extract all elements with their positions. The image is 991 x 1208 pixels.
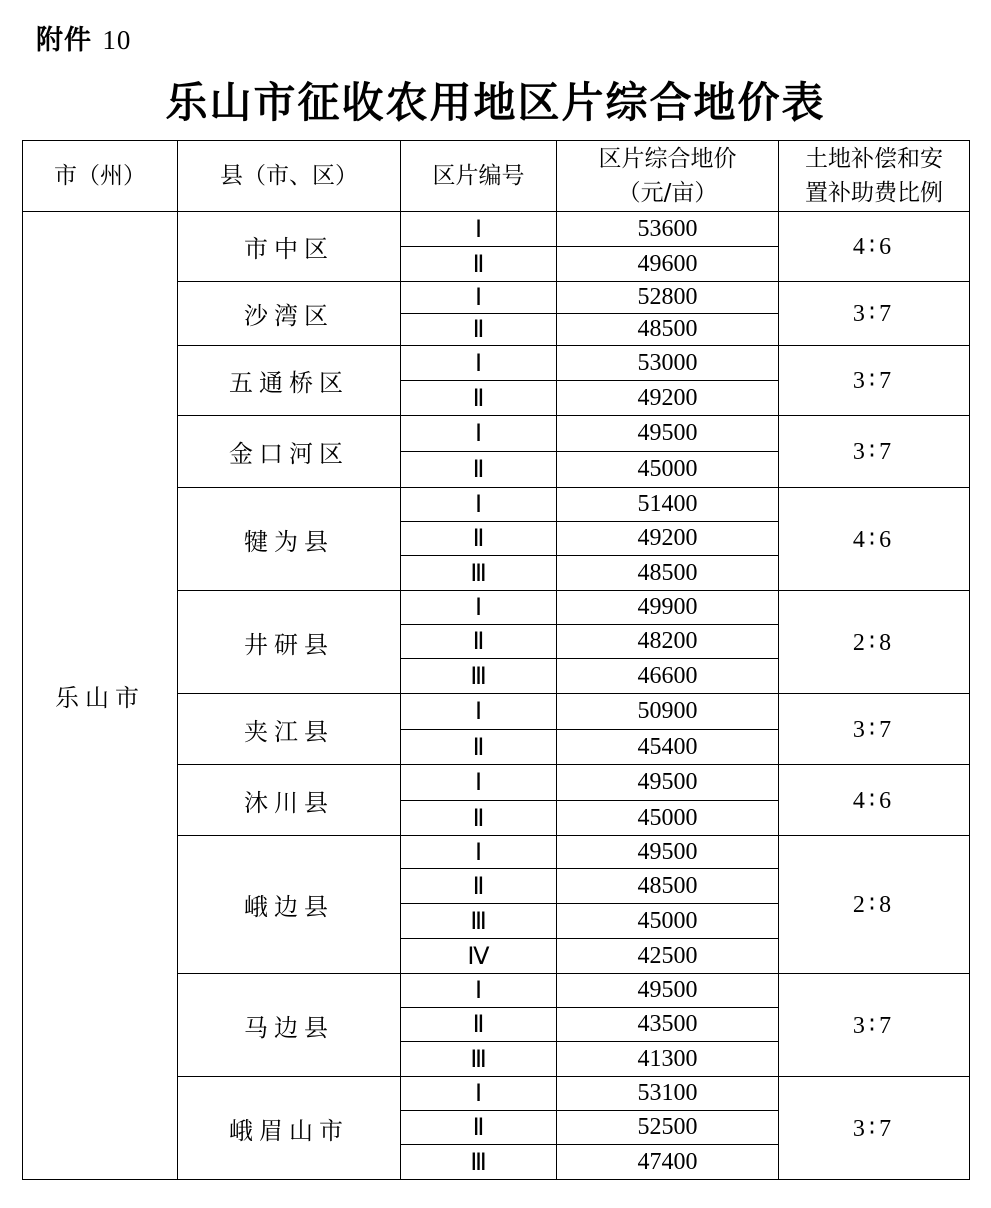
price-cell: 45000	[557, 904, 779, 939]
price-cell: 48500	[557, 314, 779, 346]
county-cell: 市中区	[178, 212, 401, 282]
zone-cell: Ⅰ	[401, 346, 557, 381]
zone-cell: Ⅱ	[401, 314, 557, 346]
county-cell: 峨眉山市	[178, 1077, 401, 1180]
header-ratio-line1: 土地补偿和安	[805, 146, 943, 172]
zone-cell: Ⅰ	[401, 488, 557, 522]
zone-cell: Ⅱ	[401, 801, 557, 836]
ratio-cell: 3∶7	[779, 346, 970, 416]
header-zone: 区片编号	[401, 141, 557, 212]
ratio-cell: 3∶7	[779, 974, 970, 1077]
zone-cell: Ⅰ	[401, 591, 557, 625]
ratio-cell: 3∶7	[779, 1077, 970, 1180]
price-cell: 46600	[557, 659, 779, 694]
county-cell: 井研县	[178, 591, 401, 694]
price-cell: 53600	[557, 212, 779, 247]
zone-cell: Ⅰ	[401, 1077, 557, 1111]
table-body	[23, 212, 970, 1180]
zone-cell: Ⅱ	[401, 730, 557, 765]
zone-cell: Ⅰ	[401, 974, 557, 1008]
county-cell: 沐川县	[178, 765, 401, 836]
price-cell: 49200	[557, 522, 779, 556]
table-header-row	[23, 141, 970, 212]
zone-cell: Ⅰ	[401, 212, 557, 247]
zone-cell: Ⅱ	[401, 452, 557, 488]
price-cell: 42500	[557, 939, 779, 974]
header-price-line1: 区片综合地价	[598, 146, 737, 172]
county-cell: 峨边县	[178, 836, 401, 974]
zone-cell: Ⅱ	[401, 522, 557, 556]
zone-cell: Ⅲ	[401, 556, 557, 591]
ratio-cell: 4∶6	[779, 765, 970, 836]
price-cell: 51400	[557, 488, 779, 522]
price-cell: 48500	[557, 556, 779, 591]
attachment-label	[36, 18, 131, 57]
ratio-cell: 3∶7	[779, 694, 970, 765]
price-cell: 48500	[557, 869, 779, 904]
header-ratio	[779, 141, 970, 212]
zone-cell: Ⅱ	[401, 247, 557, 282]
ratio-cell: 2∶8	[779, 836, 970, 974]
ratio-cell: 3∶7	[779, 282, 970, 346]
price-cell: 48200	[557, 625, 779, 659]
table-row	[23, 212, 970, 247]
county-cell: 夹江县	[178, 694, 401, 765]
price-cell: 49500	[557, 765, 779, 801]
price-cell: 49500	[557, 974, 779, 1008]
price-cell: 45000	[557, 801, 779, 836]
price-cell: 47400	[557, 1145, 779, 1180]
price-cell: 45400	[557, 730, 779, 765]
zone-cell: Ⅲ	[401, 659, 557, 694]
zone-cell: Ⅱ	[401, 625, 557, 659]
price-cell: 41300	[557, 1042, 779, 1077]
price-cell: 53100	[557, 1077, 779, 1111]
header-price	[557, 141, 779, 212]
price-cell: 52800	[557, 282, 779, 314]
header-city: 市（州）	[23, 141, 178, 212]
price-cell: 43500	[557, 1008, 779, 1042]
county-cell: 五通桥区	[178, 346, 401, 416]
zone-cell: Ⅲ	[401, 1145, 557, 1180]
zone-cell: Ⅱ	[401, 1008, 557, 1042]
zone-cell: Ⅳ	[401, 939, 557, 974]
attachment-number: 10	[102, 25, 132, 55]
zone-cell: Ⅰ	[401, 765, 557, 801]
zone-cell: Ⅱ	[401, 869, 557, 904]
price-cell: 49900	[557, 591, 779, 625]
price-cell: 50900	[557, 694, 779, 730]
county-cell: 马边县	[178, 974, 401, 1077]
price-cell: 45000	[557, 452, 779, 488]
city-cell: 乐山市	[23, 212, 178, 1180]
ratio-cell: 4∶6	[779, 488, 970, 591]
zone-cell: Ⅰ	[401, 836, 557, 869]
header-price-line2: （元/亩）	[617, 180, 718, 206]
county-cell: 金口河区	[178, 416, 401, 488]
attachment-prefix: 附件	[36, 25, 92, 56]
price-cell: 52500	[557, 1111, 779, 1145]
header-ratio-line2: 置补助费比例	[805, 180, 943, 206]
price-cell: 49500	[557, 416, 779, 452]
county-cell: 沙湾区	[178, 282, 401, 346]
land-price-table	[22, 140, 970, 1180]
page-title: 乐山市征收农用地区片综合地价表	[165, 78, 826, 127]
price-cell: 49600	[557, 247, 779, 282]
price-cell: 49200	[557, 381, 779, 416]
ratio-cell: 3∶7	[779, 416, 970, 488]
header-county: 县（市、区）	[178, 141, 401, 212]
zone-cell: Ⅰ	[401, 416, 557, 452]
price-cell: 53000	[557, 346, 779, 381]
zone-cell: Ⅱ	[401, 1111, 557, 1145]
zone-cell: Ⅲ	[401, 1042, 557, 1077]
zone-cell: Ⅱ	[401, 381, 557, 416]
county-cell: 犍为县	[178, 488, 401, 591]
zone-cell: Ⅰ	[401, 282, 557, 314]
zone-cell: Ⅰ	[401, 694, 557, 730]
price-cell: 49500	[557, 836, 779, 869]
ratio-cell: 2∶8	[779, 591, 970, 694]
ratio-cell: 4∶6	[779, 212, 970, 282]
zone-cell: Ⅲ	[401, 904, 557, 939]
